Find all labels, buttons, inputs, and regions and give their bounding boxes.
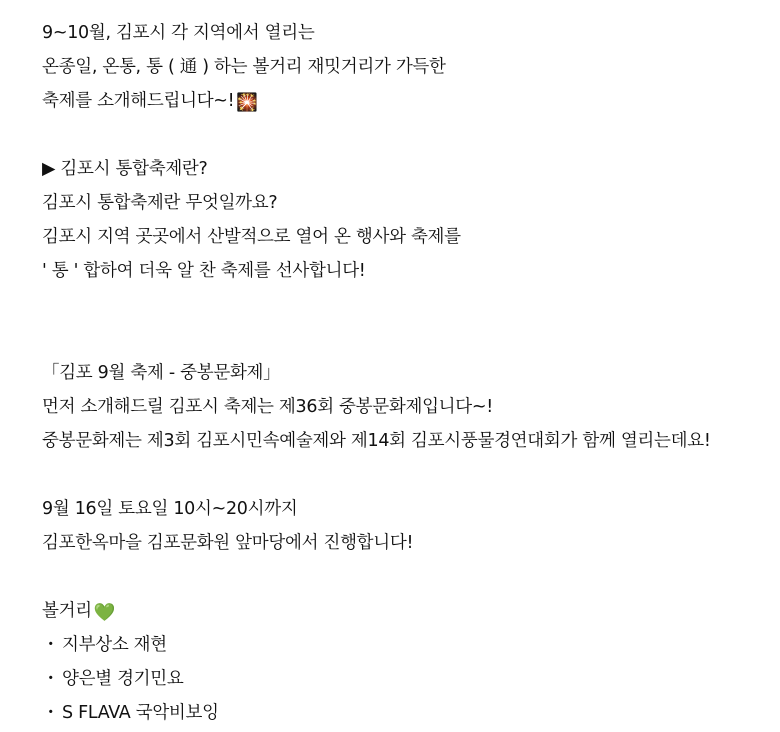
list-item xyxy=(42,662,762,696)
attractions-heading-text: 볼거리 xyxy=(42,601,92,621)
sparkler-firework-icon: 🎇 xyxy=(236,93,258,113)
list-item-label: S FLAVA 국악비보잉 xyxy=(62,703,219,723)
spacer xyxy=(42,118,762,152)
article-body xyxy=(42,16,762,730)
list-item xyxy=(42,696,762,730)
spacer xyxy=(42,288,762,356)
list-item-label: 지부상소 재현 xyxy=(62,635,167,655)
intro-line-3 xyxy=(42,84,762,118)
about-line-1: 김포시 통합축제란 무엇일까요? xyxy=(42,193,278,213)
bullet-icon: ・ xyxy=(42,703,60,723)
bullet-icon: ・ xyxy=(42,669,60,689)
about-heading: ▶ 김포시 통합축제란? xyxy=(42,159,208,179)
festival-line-2: 중봉문화제는 제3회 김포시민속예술제와 제14회 김포시풍물경연대회가 함께 열리는데요! xyxy=(42,431,711,451)
schedule-line-2: 김포한옥마을 김포문화원 앞마당에서 진행합니다! xyxy=(42,533,414,553)
about-line-3: ' 통 ' 합하여 더욱 알 찬 축제를 선사합니다! xyxy=(42,261,366,281)
attractions-heading xyxy=(42,594,762,628)
intro-line-1: 9~10월, 김포시 각 지역에서 열리는 xyxy=(42,23,315,43)
green-heart-icon: 💚 xyxy=(93,603,116,623)
list-item xyxy=(42,628,762,662)
bullet-icon: ・ xyxy=(42,635,60,655)
festival-title: 「김포 9월 축제 - 중봉문화제」 xyxy=(42,363,281,383)
spacer xyxy=(42,458,762,492)
schedule-line-1: 9월 16일 토요일 10시~20시까지 xyxy=(42,499,298,519)
festival-line-1: 먼저 소개해드릴 김포시 축제는 제36회 중봉문화제입니다~! xyxy=(42,397,493,417)
intro-line-2: 온종일, 온통, 통 ( 通 ) 하는 볼거리 재밋거리가 가득한 xyxy=(42,57,446,77)
list-item-label: 양은별 경기민요 xyxy=(62,669,184,689)
about-line-2: 김포시 지역 곳곳에서 산발적으로 열어 온 행사와 축제를 xyxy=(42,227,461,247)
intro-line-3-text: 축제를 소개해드립니다~! xyxy=(42,91,235,111)
spacer xyxy=(42,560,762,594)
